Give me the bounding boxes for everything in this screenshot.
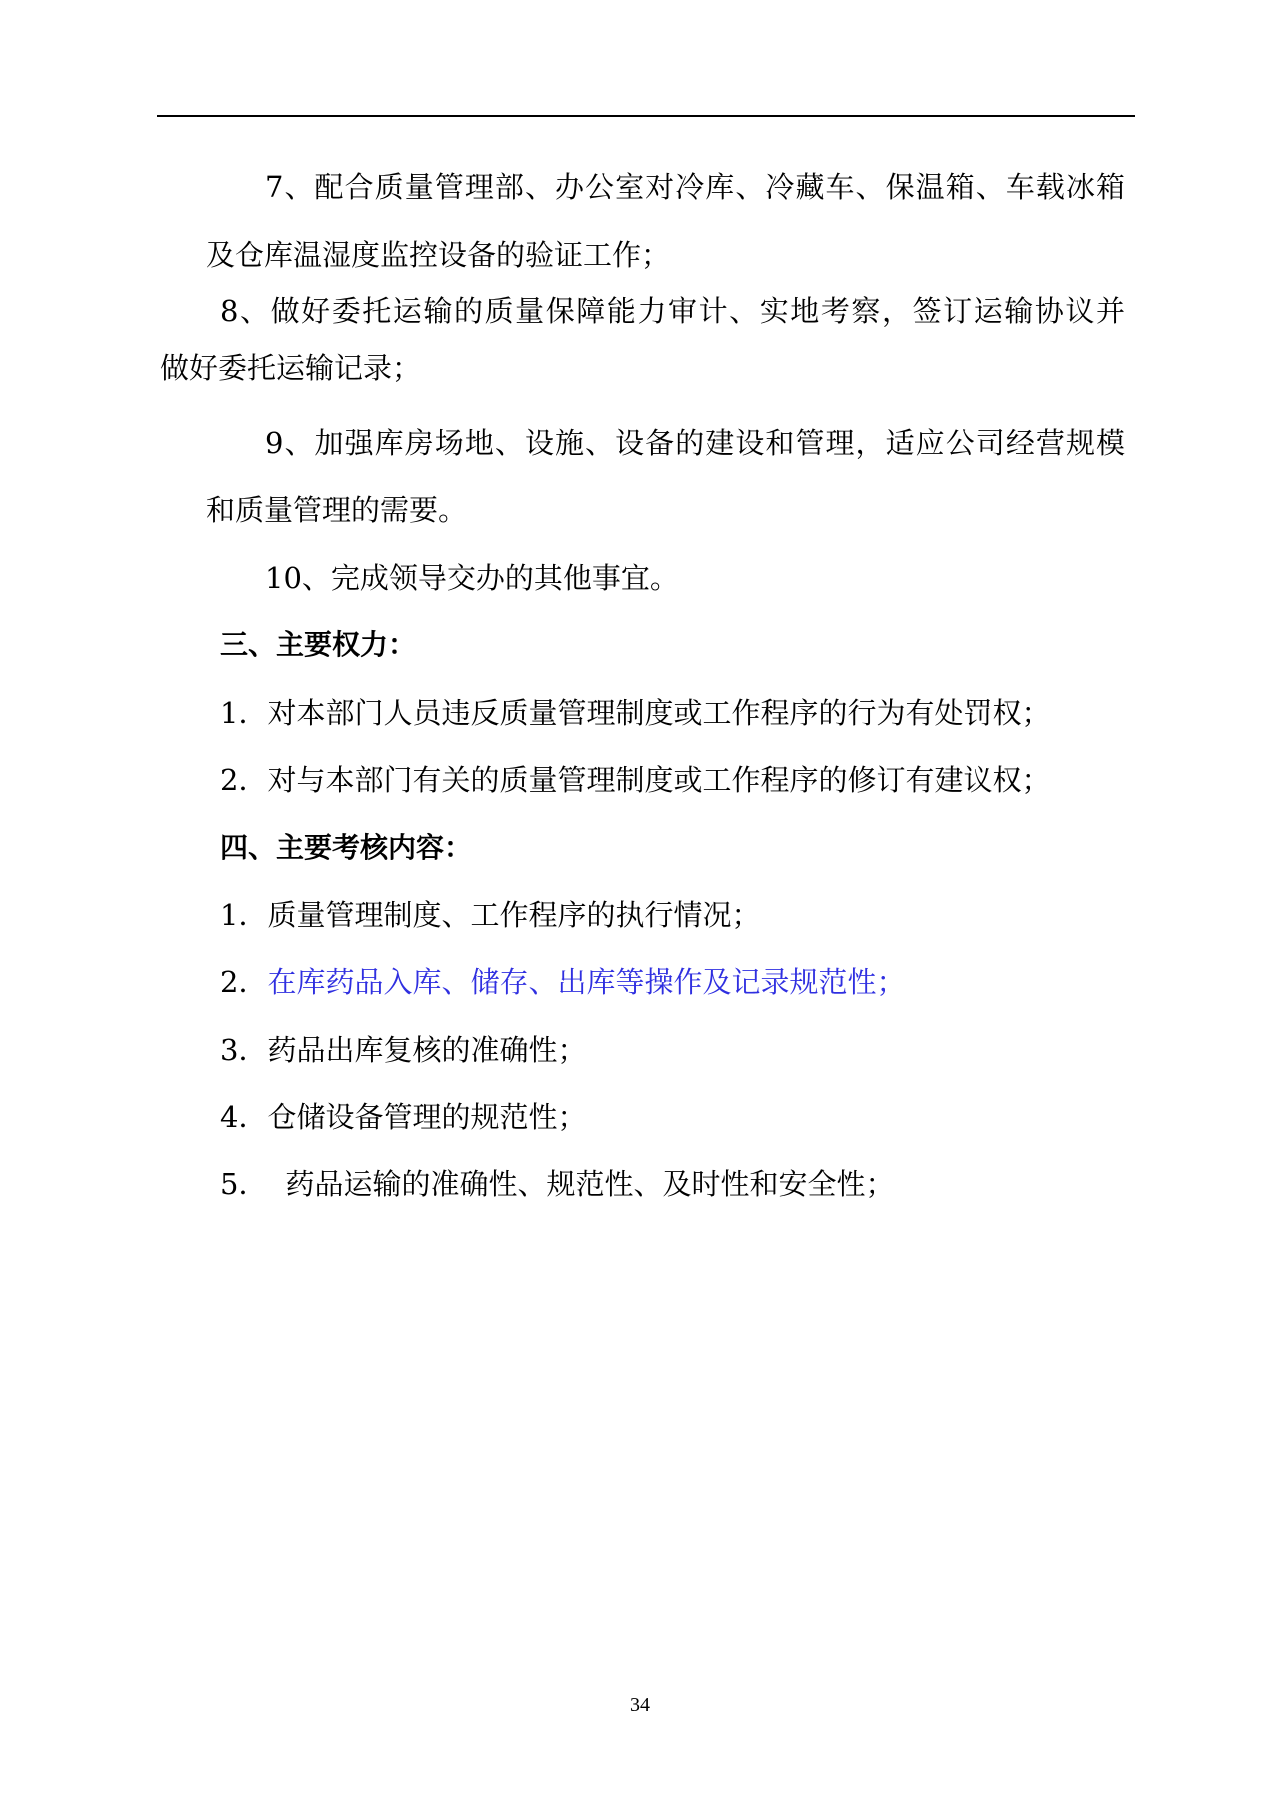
assessment-item-number: 2．	[220, 965, 268, 999]
powers-heading: 三、主要权力：	[220, 628, 417, 661]
assessment-item	[220, 897, 760, 933]
page-number: 34	[630, 1694, 650, 1716]
assessment-item	[220, 1099, 586, 1135]
duty-item-10: 10、完成领导交办的其他事宜。	[265, 561, 679, 595]
assessment-item-number: 3．	[220, 1033, 268, 1067]
duty-item-7-line-2: 及仓库温湿度监控设备的验证工作；	[206, 238, 671, 272]
power-item-number: 1．	[220, 696, 268, 730]
assessment-item-text: 仓储设备管理的规范性；	[267, 1100, 587, 1134]
power-item	[220, 762, 1050, 798]
duty-item-9-line-1: 9、加强库房场地、设施、设备的建设和管理，适应公司经营规模	[265, 426, 1125, 460]
assessment-item-number: 1．	[220, 898, 268, 932]
duty-item-7-line-1: 7、配合质量管理部、办公室对冷库、冷藏车、保温箱、车载冰箱	[265, 170, 1125, 204]
assessment-item-text: 质量管理制度、工作程序的执行情况；	[267, 898, 761, 932]
assessment-item-number: 4．	[220, 1100, 268, 1134]
header-rule	[157, 115, 1135, 117]
assessment-item-text-highlighted: 在库药品入库、储存、出库等操作及记录规范性；	[267, 965, 906, 999]
power-item-number: 2．	[220, 763, 268, 797]
duty-item-8-line-1: 8、做好委托运输的质量保障能力审计、实地考察，签订运输协议并	[220, 294, 1125, 328]
duty-item-8-line-2: 做好委托运输记录；	[160, 351, 422, 385]
assessment-item	[220, 964, 905, 1000]
assessment-item-text: 药品运输的准确性、规范性、及时性和安全性；	[285, 1167, 895, 1201]
power-item-text: 对与本部门有关的质量管理制度或工作程序的修订有建议权；	[267, 763, 1051, 797]
assessment-item-text: 药品出库复核的准确性；	[267, 1033, 587, 1067]
assessment-item	[220, 1032, 586, 1068]
duty-item-9-line-2: 和质量管理的需要。	[206, 493, 468, 527]
assessment-heading: 四、主要考核内容：	[220, 831, 473, 864]
assessment-item-number: 5．	[220, 1167, 268, 1201]
assessment-item	[220, 1166, 894, 1202]
power-item	[220, 695, 1050, 731]
power-item-text: 对本部门人员违反质量管理制度或工作程序的行为有处罚权；	[267, 696, 1051, 730]
